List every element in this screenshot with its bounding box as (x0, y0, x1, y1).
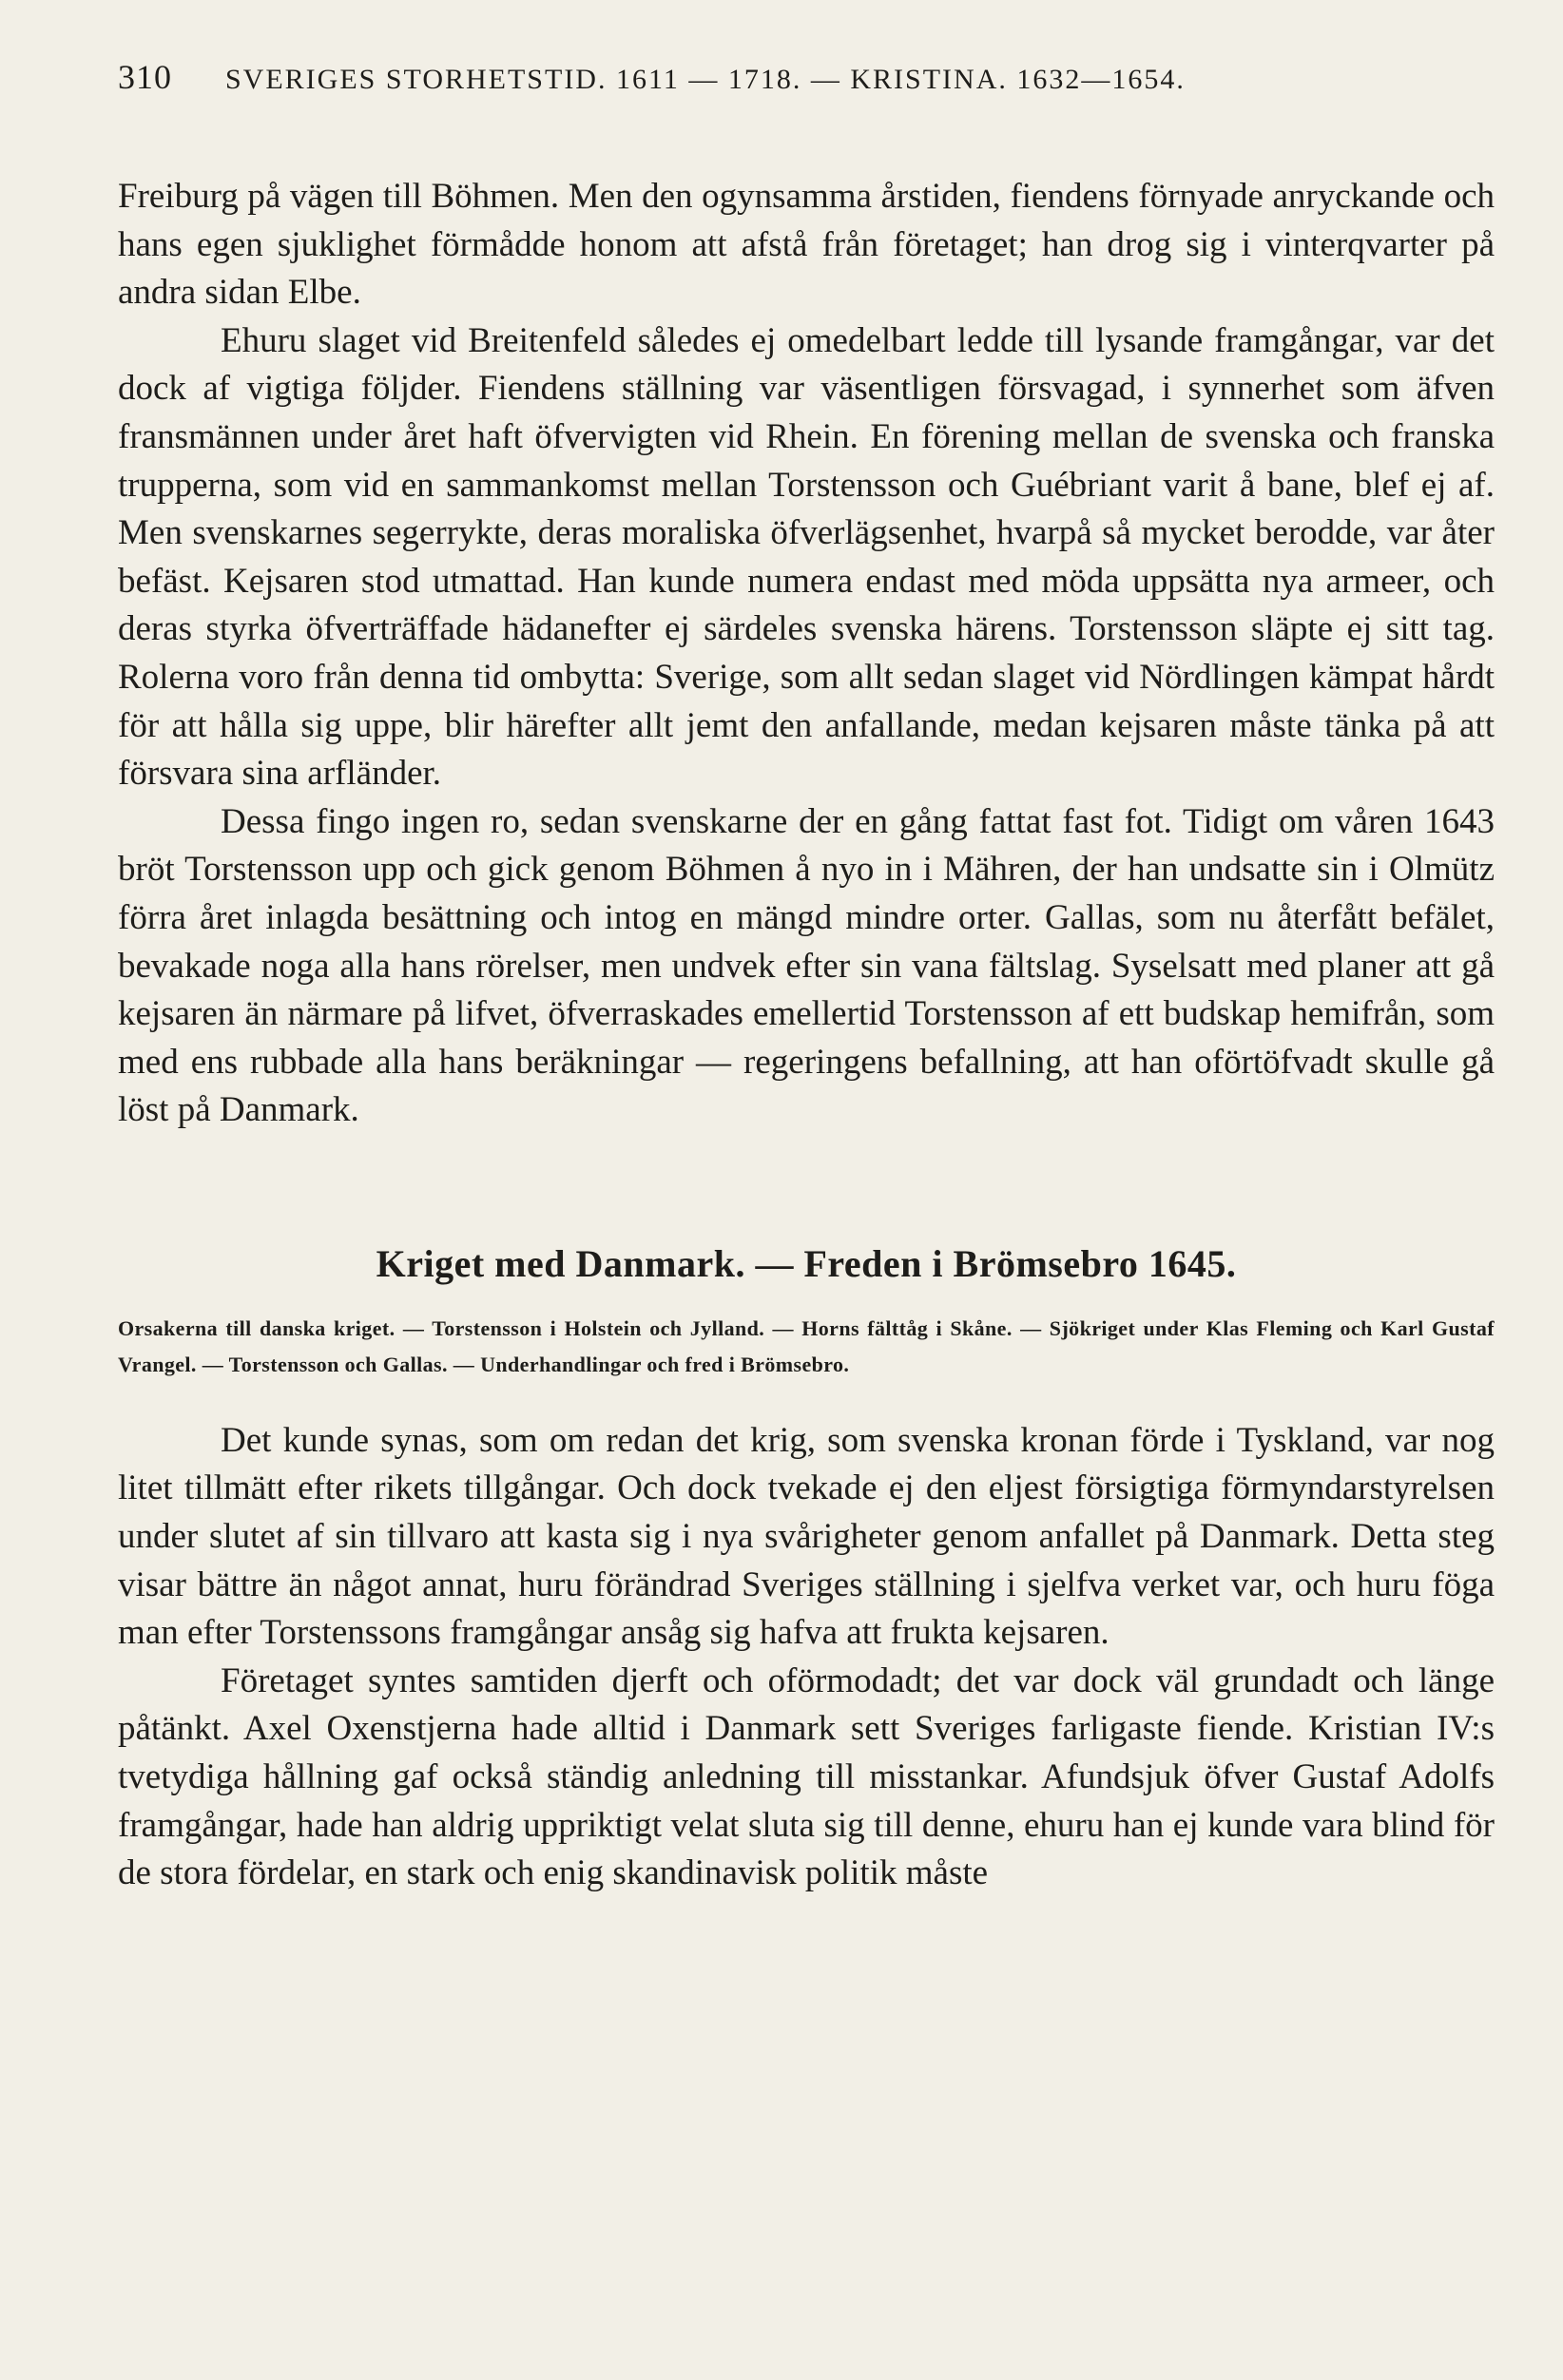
paragraph-oxenstjerna: Företaget syntes samtiden djerft och oförmodadt; det var dock väl grundadt och länge påtänkt. Axel Oxenstjerna hade alltid i Danmark sett Sveriges farligaste fiende. Kristian IV:s tvetydiga hållning gaf också ständig anledning till misstankar. Afundsjuk öfver Gustaf Adolfs framgångar, hade han aldrig uppriktigt velat sluta sig till denne, ehuru han ej kunde vara blind för de stora fördelar, en stark och enig skandinavisk politik måste (118, 1660, 1495, 1893)
paragraph-spring-1643: Dessa fingo ingen ro, sedan svenskarne der en gång fattat fast fot. Tidigt om våren 1643 bröt Torstensson upp och gick genom Böhmen å nyo in i Mähren, der han undsatte sin i Olmütz förra året inlagda besättning och intog en mängd mindre orter. Gallas, som nu återfått befälet, bevakade noga alla hans rörelser, men undvek efter sin vana fältslag. Syselsatt med planer att gå kejsaren än närmare på lifvet, öfverraskades emellertid Torstensson af ett budskap hemifrån, som med ens rubbade alla hans beräkningar — regeringens befallning, att han oförtöfvadt skulle gå löst på Danmark. (118, 801, 1495, 1130)
page-number: 310 (118, 58, 172, 96)
running-title: SVERIGES STORHETSTID. 1611 — 1718. — KRISTINA. 1632—1654. (225, 64, 1186, 95)
paragraph-continuation: Freiburg på vägen till Böhmen. Men den ogynsamma årstiden, fiendens förnyade anryckande och hans egen sjuklighet förmådde honom att afstå från företaget; han drog sig i vinterqvarter på andra sidan Elbe. (118, 177, 1495, 313)
paragraph-breitenfeld: Ehuru slaget vid Breitenfeld således ej omedelbart ledde till lysande framgångar, var det dock af vigtiga följder. Fiendens ställning var väsentligen försvagad, i synnerhet som äfven fransmännen under året haft öfvervigten vid Rhein. En förening mellan de svenska och franska trupperna, som vid en sammankomst mellan Torstensson och Guébriant varit å bane, blef ej af. Men svenskarnes segerrykte, deras moraliska öfverlägsenhet, hvarpå så mycket berodde, var åter befäst. Kejsaren stod utmattad. Han kunde numera endast med möda uppsätta nya armeer, och deras styrka öfverträffade hädanefter ej särdeles svenska härens. Torstensson släpte ej sitt tag. Rolerna voro från denna tid ombytta: Sverige, som allt sedan slaget vid Nördlingen kämpat hårdt för att hålla sig uppe, blir härefter allt jemt den anfallande, medan kejsaren måste tänka på att försvara sina arfländer. (118, 320, 1495, 794)
paragraph-danish-war-intro: Det kunde synas, som om redan det krig, som svenska kronan förde i Tyskland, var nog litet tillmätt efter rikets tillgångar. Och dock tvekade ej den eljest försigtiga förmyndarstyrelsen under slutet af sin tillvaro att kasta sig i nya svårigheter genom anfallet på Danmark. Detta steg visar bättre än något annat, huru förändrad Sveriges ställning i sjelfva verket var, och huru föga man efter Torstenssons framgångar ansåg sig hafva att frukta kejsaren. (118, 1420, 1495, 1653)
section-title: Kriget med Danmark. — Freden i Brömsebro 1645. (376, 1241, 1237, 1285)
running-header (118, 57, 1495, 106)
section-synopsis: Orsakerna till danska kriget. — Torstensson i Holstein och Jylland. — Horns fälttåg i Skåne. — Sjökriget under Klas Fleming och Karl Gustaf Vrangel. — Torstensson och Gallas. — Underhandlingar och fred i Brömsebro. (118, 1315, 1495, 1376)
book-page (118, 57, 1495, 1898)
